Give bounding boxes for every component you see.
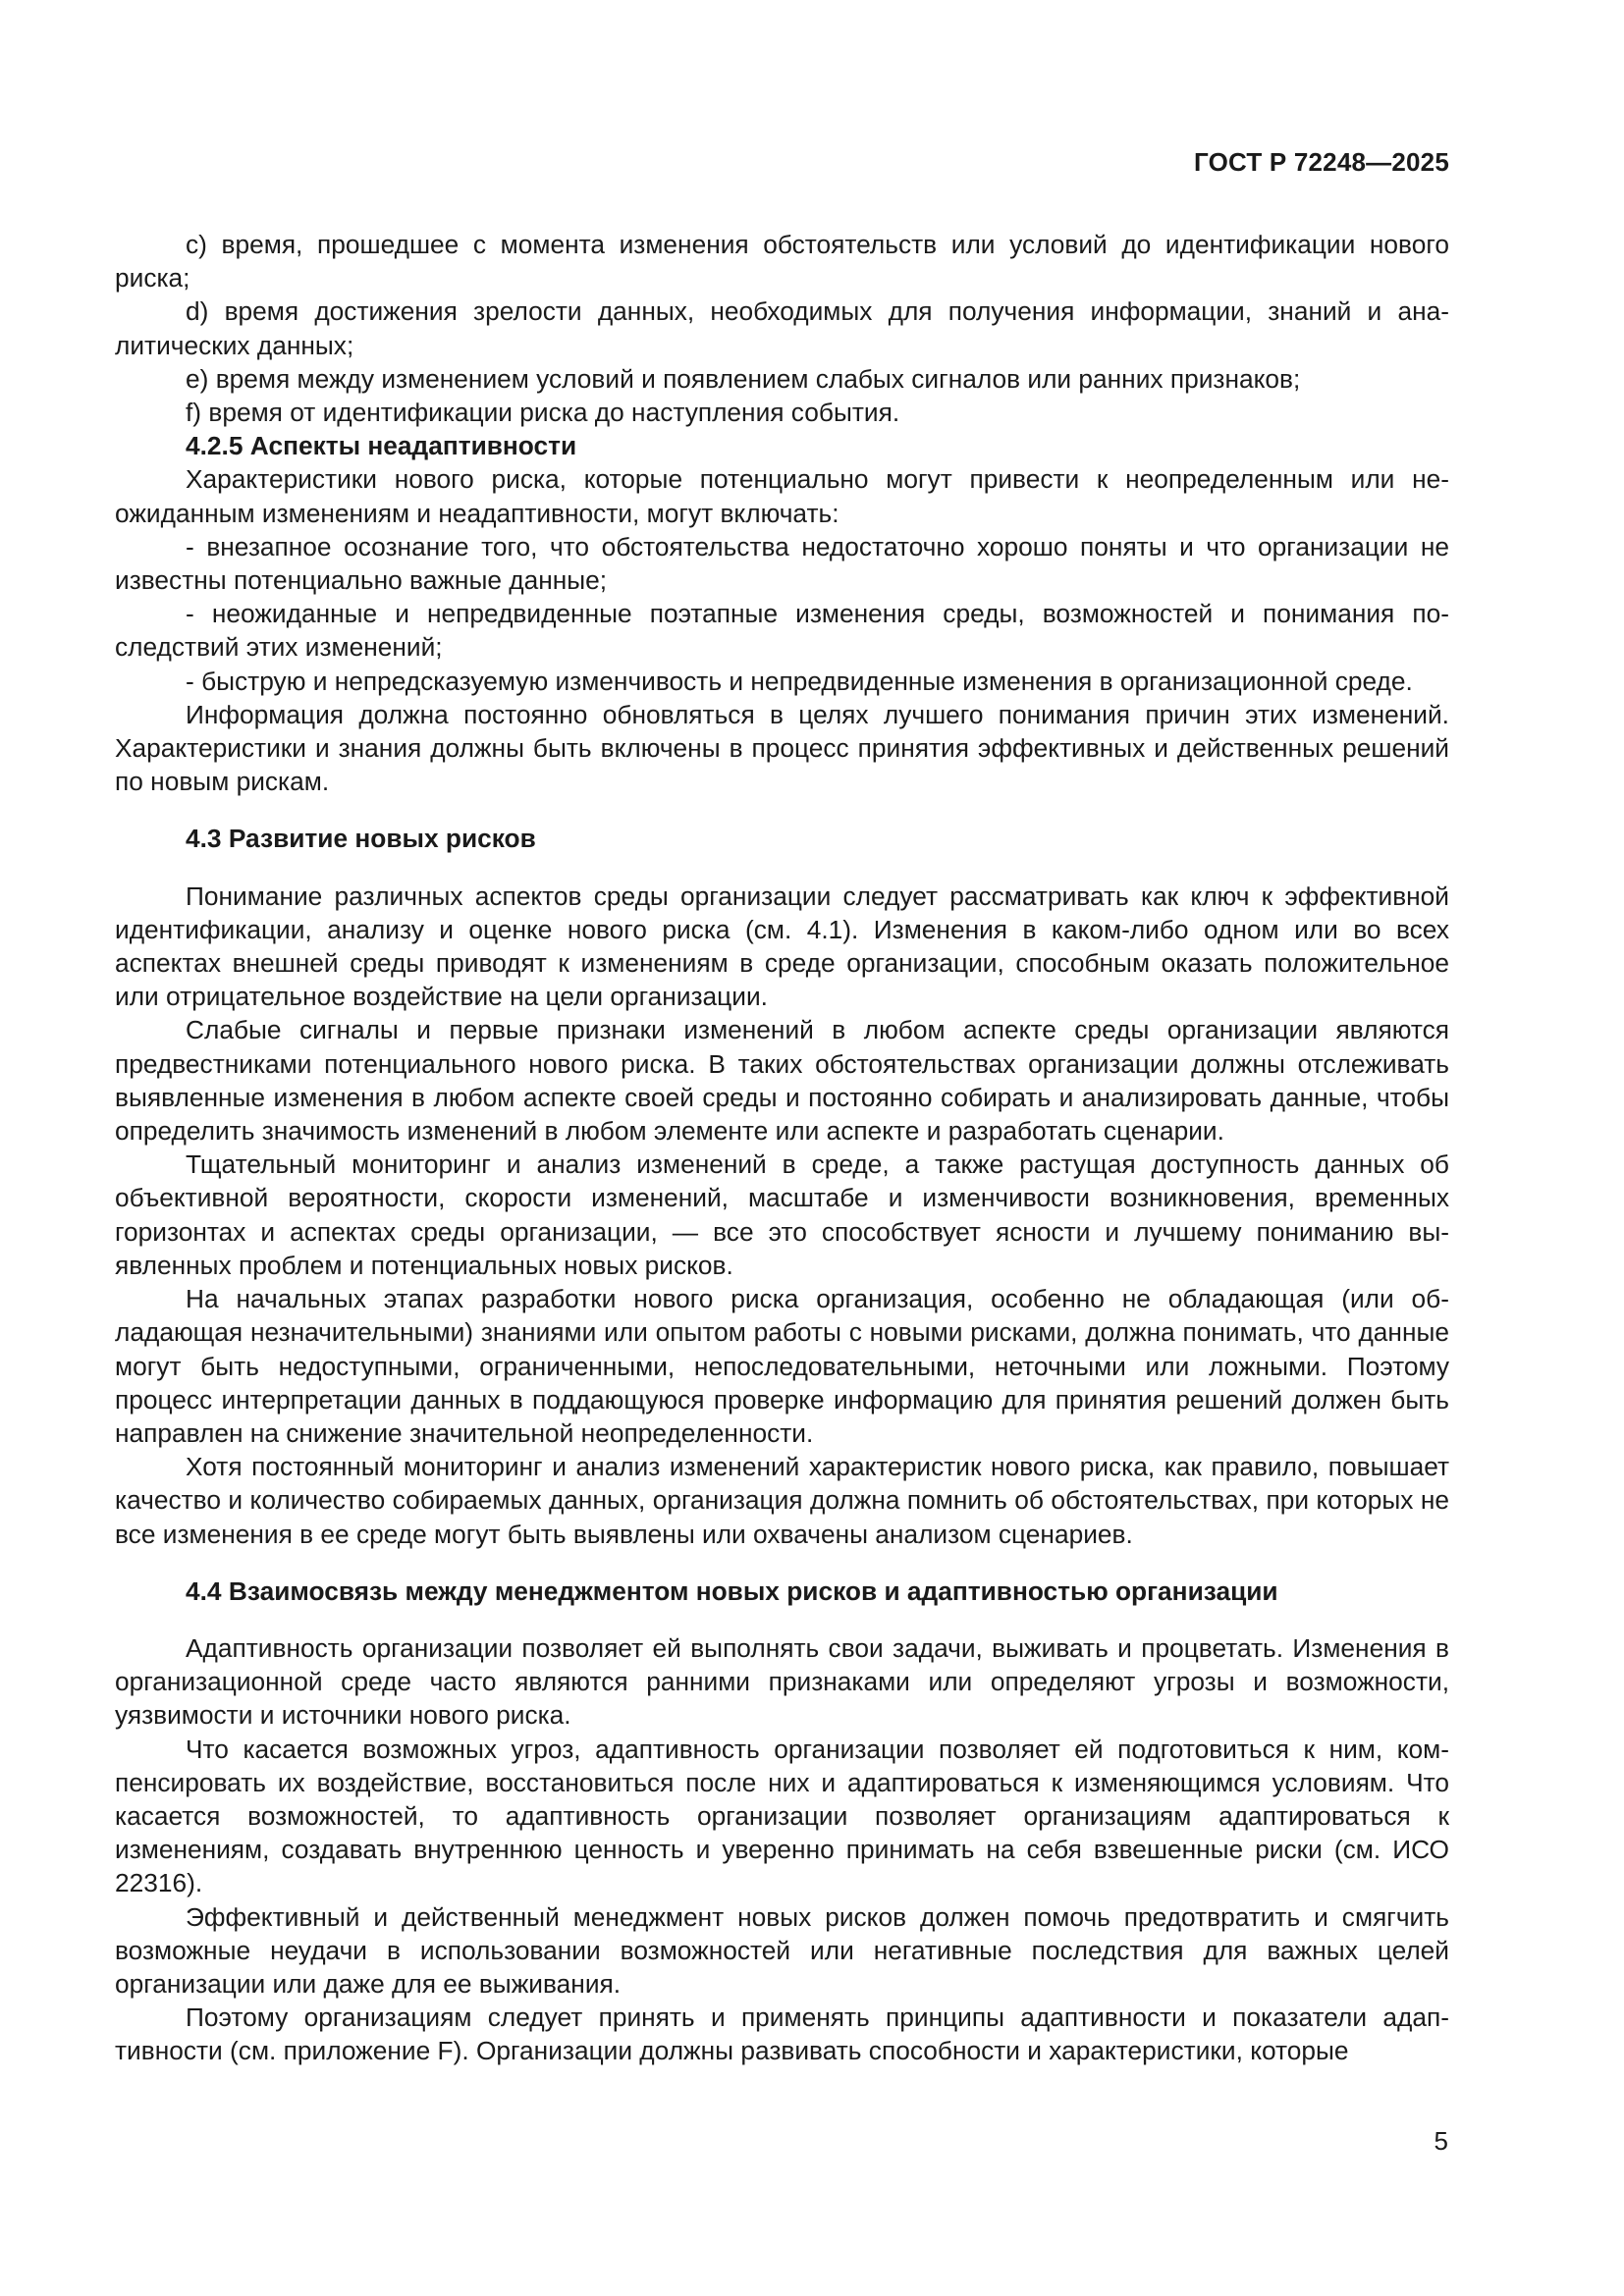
section-heading-4-2-5: 4.2.5 Аспекты неадаптивности <box>186 431 577 461</box>
paragraph: Слабые сигналы и первые признаки изменений в любом аспекте среды организации являются предвестниками потенциального нового риска. В таких обстоятельствах организации должны отслеживать выявленные изменения в любом аспекте своей среды и постоянно собирать и анализировать данные, чтобы определить значимость изменений в любом элементе или аспекте и разработать сценарии. <box>115 1015 1449 1147</box>
paragraph: Адаптивность организации позволяет ей выполнять свои задачи, выживать и процветать. Изменения в организационной среде часто являются ранними признаками или определяют угрозы и возможности, уязвимости и источники нового риска. <box>115 1632 1449 1731</box>
paragraph: Поэтому организациям следует принять и применять принципы адаптивности и показатели адаптивности (см. приложение F). Организации должны развивать способности и характеристики, которые <box>115 2002 1449 2066</box>
paragraph: Понимание различных аспектов среды организации следует рассматривать как ключ к эффективной идентификации, анализу и оценке нового риска (см. 4.1). Изменения в каком-либо одном или во всех аспектах внешней среды приводят к изменениям в среде организации, способным оказать положительное или отрицательное воздействие на цели организации. <box>115 881 1449 1012</box>
standard-header: ГОСТ Р 72248—2025 <box>1194 147 1449 177</box>
list-item-e: e) время между изменением условий и появлением слабых сигналов или ранних признаков; <box>186 363 1301 394</box>
paragraph: Хотя постоянный мониторинг и анализ изменений характеристик нового риска, как правило, повышает качество и количество собираемых данных, организация должна помнить об обстоятельствах, при которых не все изменения в ее среде могут быть выявлены или охвачены анализом сценариев. <box>115 1452 1449 1549</box>
list-item-d: d) время достижения зрелости данных, необходимых для получения информации, знаний и аналитических данных; <box>115 296 1449 360</box>
bullet-item: - неожиданные и непредвиденные поэтапные изменения среды, возможностей и понимания последствий этих изменений; <box>115 599 1449 663</box>
paragraph: Информация должна постоянно обновляться в целях лучшего понимания причин этих изменений. Характеристики и знания должны быть включены в процесс принятия эффективных и действенных решений по новым рискам. <box>115 699 1449 797</box>
paragraph: Что касается возможных угроз, адаптивность организации позволяет ей подготовиться к ним, компенсировать их воздействие, восстановиться после них и адаптироваться к изменяющимся условиям. Что касается возможностей, то адаптивность организации позволяет организациям адаптироваться к изменениям, создавать внутреннюю ценность и уверенно принимать на себя взвешенные риски (см. ИСО 22316). <box>115 1734 1449 1898</box>
document-body <box>115 228 1449 2068</box>
paragraph: На начальных этапах разработки нового риска организация, особенно не обладающая (или обладающая незначительными) знаниями или опытом работы с новыми рисками, должна понимать, что данные могут быть недоступными, ограниченными, непоследовательными, неточными или ложными. Поэтому процесс интерпретации данных в поддающуюся проверке информацию для принятия решений должен быть направлен на снижение значительной неопределенности. <box>115 1284 1449 1448</box>
paragraph: Эффективный и действенный менеджмент новых рисков должен помочь предотвратить и смягчить возможные неудачи в использовании возможностей или негативные последствия для важных целей организации или даже для ее выживания. <box>115 1901 1449 1999</box>
list-item-f: f) время от идентификации риска до наступления события. <box>186 398 900 428</box>
bullet-item: - быструю и непредсказуемую изменчивость и непредвиденные изменения в организационной среде. <box>186 666 1413 696</box>
paragraph: Характеристики нового риска, которые потенциально могут привести к неопределенным или неожиданным изменениям и неадаптивности, могут включать: <box>115 464 1449 528</box>
section-heading-4-4: 4.4 Взаимосвязь между менеджментом новых рисков и адаптивностью организации <box>186 1575 1278 1606</box>
list-item-c: c) время, прошедшее с момента изменения обстоятельств или условий до идентификации нового риска; <box>115 230 1449 294</box>
section-heading-4-3: 4.3 Развитие новых рисков <box>186 824 536 854</box>
paragraph: Тщательный мониторинг и анализ изменений в среде, а также растущая доступность данных об объективной вероятности, скорости изменений, масштабе и изменчивости возникновения, временных горизонтах и аспектах среды организации, — все это способствует ясности и лучшему пониманию выявленных проблем и потенциальных новых рисков. <box>115 1149 1449 1280</box>
bullet-item: - внезапное осознание того, что обстоятельства недостаточно хорошо поняты и что организации не известны потенциально важные данные; <box>115 531 1449 596</box>
page-number: 5 <box>1434 2126 1448 2156</box>
